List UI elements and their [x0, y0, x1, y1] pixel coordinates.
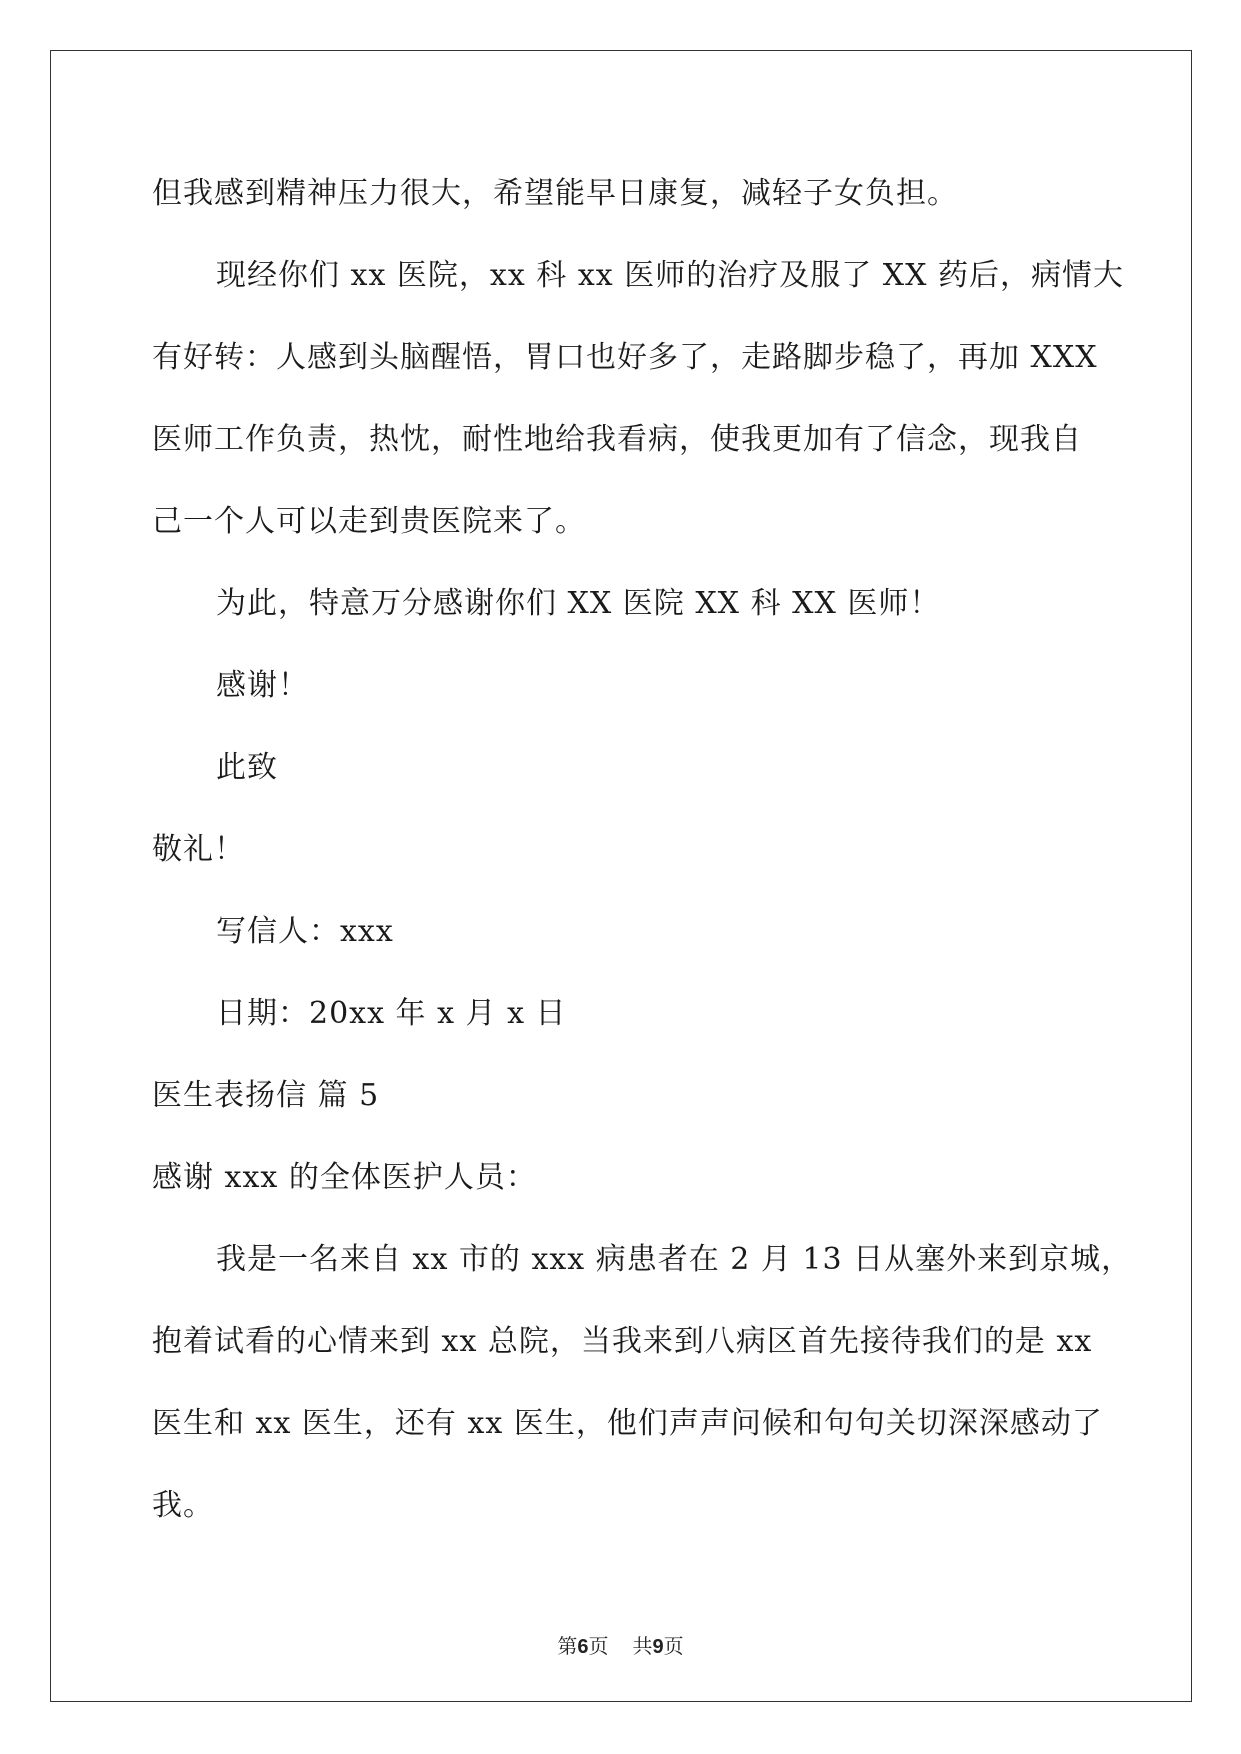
text-line: 抱着试看的心情来到 xx 总院，当我来到八病区首先接待我们的是 xx [152, 1324, 1093, 1359]
total-suffix: 页 [663, 1634, 684, 1658]
text-line: 己一个人可以走到贵医院来了。 [152, 504, 586, 539]
text-line: 现经你们 xx 医院，xx 科 xx 医师的治疗及服了 XX 药后，病情大 [216, 258, 1124, 293]
page-footer [0, 1630, 1241, 1659]
section-heading: 医生表扬信 篇 5 [152, 1078, 380, 1113]
text-line: 医师工作负责，热忱，耐性地给我看病，使我更加有了信念，现我自 [152, 422, 1082, 457]
text-line: 医生和 xx 医生，还有 xx 医生，他们声声问候和句句关切深深感动了 [152, 1406, 1103, 1441]
page-prefix: 第 [557, 1634, 578, 1658]
text-line: 为此，特意万分感谢你们 XX 医院 XX 科 XX 医师！ [216, 586, 941, 621]
text-line: 但我感到精神压力很大，希望能早日康复，减轻子女负担。 [152, 176, 958, 211]
text-line: 感谢！ [216, 668, 309, 703]
page-suffix: 页 [588, 1634, 609, 1658]
letter-greeting: 感谢 xxx 的全体医护人员： [152, 1160, 537, 1195]
letter-date: 日期：20xx 年 x 月 x 日 [216, 996, 567, 1031]
letter-body [152, 168, 1133, 1562]
text-line: 我。 [152, 1488, 214, 1523]
total-page-count: 9 [652, 1636, 664, 1658]
letter-author: 写信人：xxx [216, 914, 394, 949]
text-line: 我是一名来自 xx 市的 xxx 病患者在 2 月 13 日从塞外来到京城， [216, 1242, 1133, 1277]
closing-regards: 敬礼！ [152, 832, 245, 867]
current-page-number: 6 [577, 1636, 589, 1658]
text-line: 有好转：人感到头脑醒悟，胃口也好多了，走路脚步稳了，再加 XXX [152, 340, 1098, 375]
closing-salutation: 此致 [216, 750, 278, 785]
total-prefix: 共 [632, 1634, 653, 1658]
